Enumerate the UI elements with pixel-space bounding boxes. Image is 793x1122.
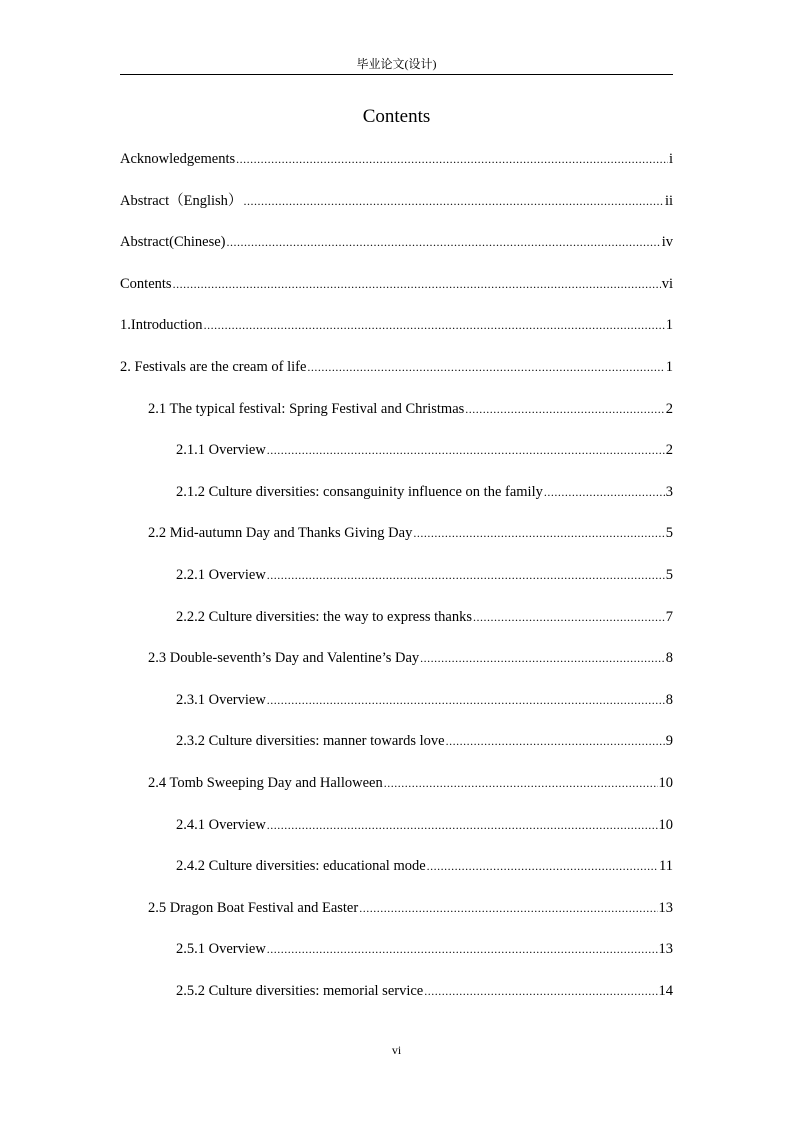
toc-entry-page: 11 [659, 858, 673, 874]
toc-entry-section-2-1[interactable] [148, 400, 673, 418]
toc-entry-label: 2.1.1 Overview [176, 442, 266, 458]
toc-entry-acknowledgements[interactable] [120, 150, 673, 168]
toc-entry-page: 1 [665, 359, 673, 375]
toc-entry-page: 14 [658, 983, 673, 999]
toc-entry-page: 8 [665, 650, 673, 666]
toc-entry-label: 2.2.1 Overview [176, 567, 266, 583]
toc-entry-section-2-3[interactable] [148, 649, 673, 667]
toc-entry-section-2-3-1[interactable] [176, 691, 673, 709]
toc-dot-leader [473, 608, 665, 626]
toc-dot-leader [544, 483, 665, 501]
toc-dot-leader [359, 899, 657, 917]
page-number-footer: vi [391, 1043, 402, 1057]
toc-entry-abstract-english[interactable] [120, 192, 673, 210]
toc-entry-page: 5 [665, 525, 673, 541]
toc-entry-page: 1 [665, 317, 673, 333]
toc-entry-page: 13 [658, 941, 673, 957]
toc-entry-label: 2.5.1 Overview [176, 941, 266, 957]
toc-entry-section-2-2-1[interactable] [176, 566, 673, 584]
toc-entry-label: 2.1 The typical festival: Spring Festival and Christmas [148, 401, 465, 417]
toc-entry-section-2-5[interactable] [148, 899, 673, 917]
toc-entry-section-2-5-1[interactable] [176, 940, 673, 958]
toc-entry-page: 8 [665, 692, 673, 708]
toc-entry-section-2-4-2[interactable] [176, 857, 673, 875]
toc-entry-label: 2.1.2 Culture diversities: consanguinity influence on the family [176, 484, 543, 500]
toc-dot-leader [204, 316, 665, 334]
toc-entry-label: 2.3.1 Overview [176, 692, 266, 708]
toc-dot-leader [267, 566, 665, 584]
toc-dot-leader [424, 982, 657, 1000]
toc-entry-page: 10 [658, 775, 673, 791]
toc-entry-label: 2.4.1 Overview [176, 817, 266, 833]
toc-entry-label: 2. Festivals are the cream of life [120, 359, 307, 375]
toc-dot-leader [465, 400, 664, 418]
header-rule [120, 74, 673, 75]
toc-entry-label: 2.2.2 Culture diversities: the way to express thanks [176, 609, 472, 625]
toc-entry-page: 10 [658, 817, 673, 833]
toc-entry-label: 2.5 Dragon Boat Festival and Easter [148, 900, 359, 916]
toc-entry-label: Abstract(Chinese) [120, 234, 226, 250]
toc-entry-label: 2.4.2 Culture diversities: educational mode [176, 858, 426, 874]
toc-entry-page: 2 [665, 442, 673, 458]
toc-entry-contents[interactable] [120, 275, 673, 293]
toc-entry-introduction[interactable] [120, 316, 673, 334]
toc-dot-leader [446, 732, 665, 750]
toc-entry-label: Contents [120, 276, 172, 292]
toc-entry-label: 2.4 Tomb Sweeping Day and Halloween [148, 775, 383, 791]
toc-dot-leader [420, 649, 665, 667]
toc-entry-label: 2.5.2 Culture diversities: memorial service [176, 983, 424, 999]
toc-entry-label: 1.Introduction [120, 317, 203, 333]
toc-entry-page: i [668, 151, 673, 167]
toc-dot-leader [307, 358, 664, 376]
toc-entry-page: vi [661, 276, 673, 292]
toc-entry-section-2-1-2[interactable] [176, 483, 673, 501]
page-title: Contents [362, 106, 431, 127]
toc-entry-label: 2.2 Mid-autumn Day and Thanks Giving Day [148, 525, 413, 541]
toc-entry-label: Acknowledgements [120, 151, 236, 167]
toc-dot-leader [267, 691, 665, 709]
toc-dot-leader [267, 441, 665, 459]
toc-entry-section-2[interactable] [120, 358, 673, 376]
toc-dot-leader [243, 192, 664, 210]
toc-entry-page: 3 [665, 484, 673, 500]
toc-entry-page: iv [661, 234, 673, 250]
running-header: 毕业论文(设计) [356, 57, 437, 71]
toc-entry-page: 2 [665, 401, 673, 417]
toc-dot-leader [384, 774, 658, 792]
toc-entry-page: 13 [658, 900, 673, 916]
toc-entry-section-2-2[interactable] [148, 524, 673, 542]
toc-entry-section-2-2-2[interactable] [176, 608, 673, 626]
toc-dot-leader [413, 524, 664, 542]
toc-entry-page: 7 [665, 609, 673, 625]
toc-entry-section-2-5-2[interactable] [176, 982, 673, 1000]
toc-dot-leader [267, 940, 658, 958]
toc-dot-leader [267, 816, 658, 834]
toc-entry-label: Abstract（English） [120, 193, 243, 209]
toc-entry-page: ii [664, 193, 673, 209]
toc-dot-leader [227, 233, 661, 251]
toc-entry-abstract-chinese[interactable] [120, 233, 673, 251]
toc-entry-section-2-3-2[interactable] [176, 732, 673, 750]
toc-dot-leader [427, 857, 658, 875]
toc-entry-section-2-1-1[interactable] [176, 441, 673, 459]
toc-entry-section-2-4-1[interactable] [176, 816, 673, 834]
toc-entry-page: 9 [665, 733, 673, 749]
toc-entry-label: 2.3.2 Culture diversities: manner towards love [176, 733, 445, 749]
toc-dot-leader [236, 150, 668, 168]
toc-dot-leader [173, 275, 661, 293]
toc-entry-label: 2.3 Double-seventh’s Day and Valentine’s Day [148, 650, 420, 666]
toc-entry-section-2-4[interactable] [148, 774, 673, 792]
toc-entry-page: 5 [665, 567, 673, 583]
